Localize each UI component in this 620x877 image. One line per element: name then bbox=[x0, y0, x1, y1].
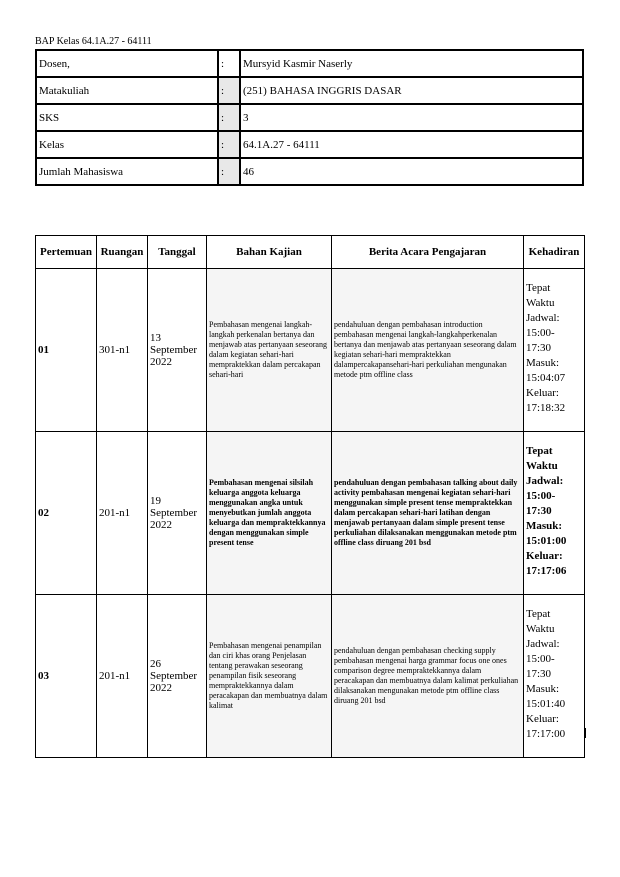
info-colon: : bbox=[218, 158, 240, 185]
attendance-line: Jadwal: bbox=[526, 475, 564, 487]
table-header-row bbox=[36, 236, 585, 269]
attendance-line: 17:30 bbox=[526, 342, 552, 354]
cell-ruangan: 201-n1 bbox=[97, 595, 148, 758]
info-label: Kelas bbox=[36, 131, 218, 158]
header-pertemuan: Pertemuan bbox=[36, 236, 97, 269]
info-colon: : bbox=[218, 131, 240, 158]
header-berita-acara: Berita Acara Pengajaran bbox=[332, 236, 524, 269]
cell-pertemuan: 02 bbox=[36, 432, 97, 595]
table-row bbox=[36, 432, 585, 595]
table-row bbox=[36, 269, 585, 432]
attendance-line: 17:17:00 bbox=[526, 728, 566, 740]
cell-pertemuan: 01 bbox=[36, 269, 97, 432]
info-colon: : bbox=[218, 50, 240, 77]
attendance-line: Tepat bbox=[526, 445, 553, 457]
info-row-jumlah-mahasiswa bbox=[36, 158, 583, 185]
attendance-line: Keluar: bbox=[526, 550, 563, 562]
cell-tanggal: 19 September 2022 bbox=[148, 432, 207, 595]
attendance-line: Waktu bbox=[526, 623, 555, 635]
cell-berita-acara: pendahuluan dengan pembahasan talking about daily activity pembahasan mengenai kegiatan sehari-hari menggunakan simple present tense mempraktekkan dalam percakapan sehari-hari latihan dengan menjawab pertanyaan dalam simple present tense perkuliahan dilaksanakan menggunakan metode ptm offline class diruang 201 bsd bbox=[332, 432, 524, 595]
info-value: 3 bbox=[240, 104, 583, 131]
cell-kehadiran bbox=[524, 269, 585, 432]
info-label: Matakuliah bbox=[36, 77, 218, 104]
info-row-matakuliah bbox=[36, 77, 583, 104]
attendance-line: 15:00- bbox=[526, 653, 555, 665]
cell-bahan-kajian: Pembahasan mengenai langkah-langkah perkenalan bertanya dan menjawab atas pertanyaan seseorang dalam kegiatan sehari-hari mempraktekkan dalam percakapan sehari-hari bbox=[207, 269, 332, 432]
attendance-line: 15:00- bbox=[526, 490, 556, 502]
info-row-dosen bbox=[36, 50, 583, 77]
info-label: SKS bbox=[36, 104, 218, 131]
cell-ruangan: 201-n1 bbox=[97, 432, 148, 595]
cell-tanggal: 13 September 2022 bbox=[148, 269, 207, 432]
attendance-line: 15:04:07 bbox=[526, 372, 566, 384]
attendance-line: Waktu bbox=[526, 460, 558, 472]
cell-tanggal: 26 September 2022 bbox=[148, 595, 207, 758]
info-row-sks bbox=[36, 104, 583, 131]
attendance-line: 15:00- bbox=[526, 327, 555, 339]
attendance-line: 15:01:00 bbox=[526, 535, 567, 547]
attendance-line: 17:18:32 bbox=[526, 402, 566, 414]
attendance-line: Keluar: bbox=[526, 387, 559, 399]
info-colon: : bbox=[218, 77, 240, 104]
cell-pertemuan: 03 bbox=[36, 595, 97, 758]
attendance-line: 15:01:40 bbox=[526, 698, 566, 710]
header-kehadiran: Kehadiran bbox=[524, 236, 585, 269]
attendance-line: Masuk: bbox=[526, 683, 559, 695]
meeting-table bbox=[35, 235, 585, 758]
cell-kehadiran bbox=[524, 432, 585, 595]
course-info-table bbox=[35, 49, 584, 186]
info-row-kelas bbox=[36, 131, 583, 158]
info-value: 46 bbox=[240, 158, 583, 185]
attendance-line: Masuk: bbox=[526, 357, 559, 369]
cell-bahan-kajian: Pembahasan mengenai silsilah keluarga anggota keluarga menggunakan angka untuk menyebutkan jumlah anggota keluarga dan mempraktekkannya dengan menggunakan simple present tense bbox=[207, 432, 332, 595]
info-label: Jumlah Mahasiswa bbox=[36, 158, 218, 185]
info-value: 64.1A.27 - 64111 bbox=[240, 131, 583, 158]
page-title: BAP Kelas 64.1A.27 - 64111 bbox=[35, 36, 152, 47]
attendance-line: Masuk: bbox=[526, 520, 563, 532]
attendance-line: Jadwal: bbox=[526, 638, 560, 650]
cell-bahan-kajian: Pembahasan mengenai penampilan dan ciri khas orang Penjelasan tentang perawakan seseorang penampilan fisik seseorang mempraktekkannya dalam peracakapan dan membuatnya dalam kalimat bbox=[207, 595, 332, 758]
header-bahan-kajian: Bahan Kajian bbox=[207, 236, 332, 269]
info-value: (251) BAHASA INGGRIS DASAR bbox=[240, 77, 583, 104]
info-value: Mursyid Kasmir Naserly bbox=[240, 50, 583, 77]
attendance-line: Tepat bbox=[526, 608, 551, 620]
info-label: Dosen, bbox=[36, 50, 218, 77]
attendance-line: 17:30 bbox=[526, 505, 552, 517]
attendance-line: Jadwal: bbox=[526, 312, 560, 324]
attendance-line: Tepat bbox=[526, 282, 551, 294]
cell-ruangan: 301-n1 bbox=[97, 269, 148, 432]
info-colon: : bbox=[218, 104, 240, 131]
cell-berita-acara: pendahuluan dengan pembahasan checking supply pembahasan mengenai harga grammar focus one ones comparison degree mempraktekkannya dalam peracakapan dan membuatnya dalam kalimat perkuliahan dilaksanakan mengunakan metode ptm offline class diruang 201 bsd bbox=[332, 595, 524, 758]
table-continuation bbox=[35, 728, 586, 738]
attendance-line: 17:17:06 bbox=[526, 565, 567, 577]
attendance-line: Keluar: bbox=[526, 713, 559, 725]
cell-berita-acara: pendahuluan dengan pembahasan introduction pembahasan mengenai langkah-langkahperkenalan bertanya dan menjawab atas pertanyaan seseorang dalam kegiatan sehari-hari mempraktekkan dalampercakapansehari-hari perkuliahan mengunakan metode ptm offline class bbox=[332, 269, 524, 432]
attendance-line: Waktu bbox=[526, 297, 555, 309]
header-ruangan: Ruangan bbox=[97, 236, 148, 269]
attendance-line: 17:30 bbox=[526, 668, 552, 680]
header-tanggal: Tanggal bbox=[148, 236, 207, 269]
